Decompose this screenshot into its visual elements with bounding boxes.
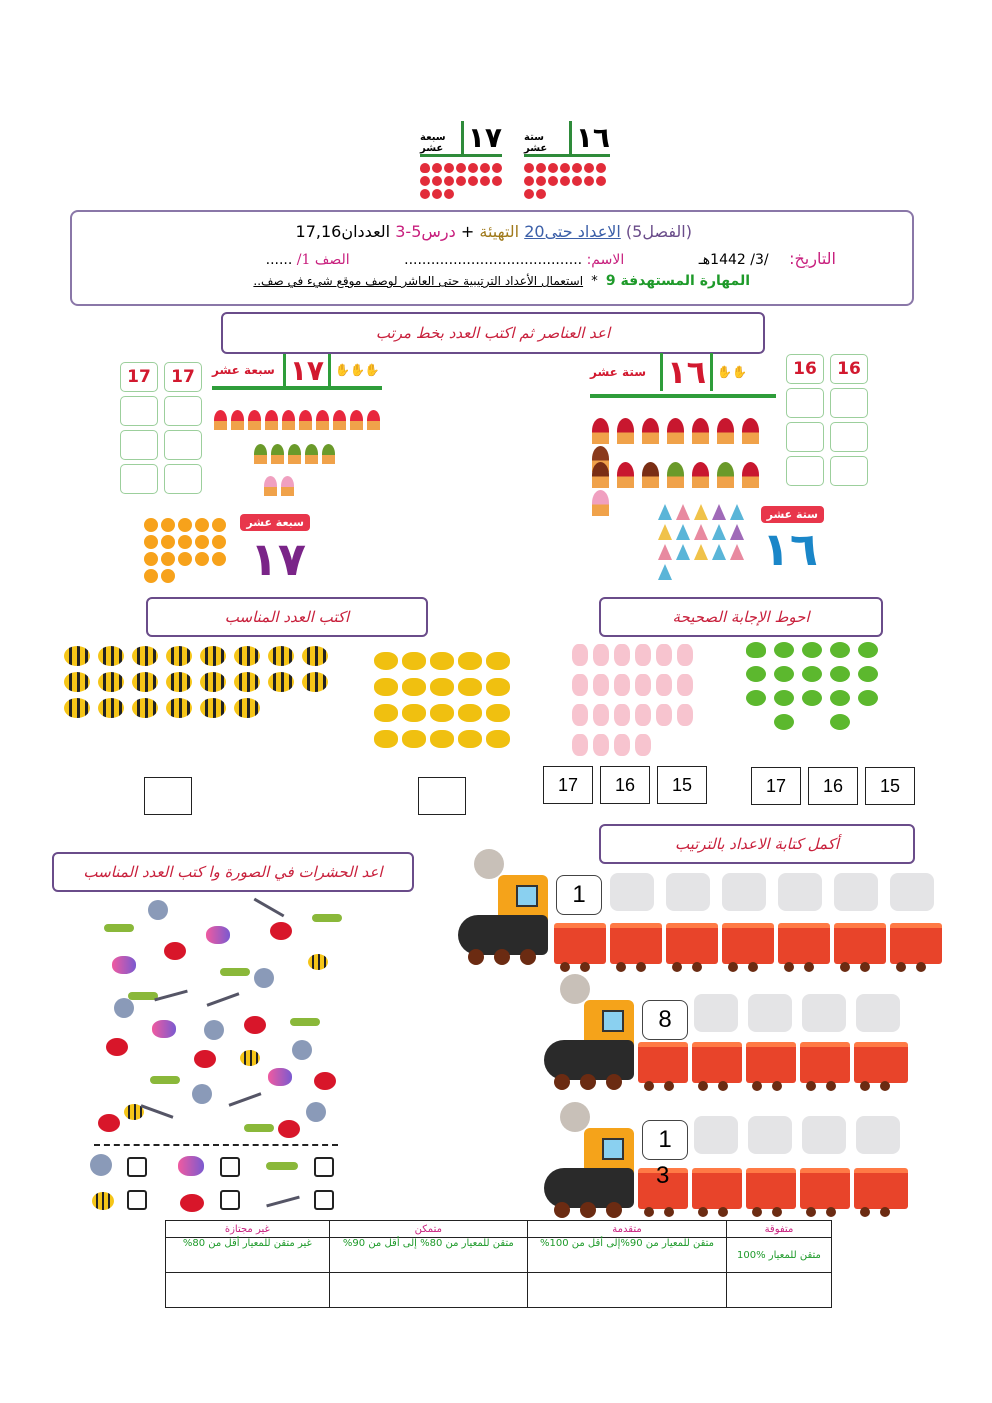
rubric-cell: متقن للمعيار من 90%إلى أقل من 100% <box>528 1238 727 1273</box>
panel-word: ستة عشر <box>590 365 647 379</box>
choice-frogs-16[interactable]: 16 <box>808 767 858 805</box>
train-slot[interactable] <box>856 994 900 1032</box>
skill-star: * <box>591 274 598 289</box>
choice-rabbits-15[interactable]: 15 <box>657 766 707 804</box>
name-label: الاسم: <box>586 252 625 268</box>
party-hat-icon <box>658 504 748 580</box>
rubric-cell-empty[interactable] <box>166 1273 330 1308</box>
strawberry-icon <box>420 163 502 199</box>
write-cell[interactable] <box>786 422 824 452</box>
train-number-start-second: 3 <box>656 1162 670 1189</box>
grasshopper-icon <box>312 914 342 922</box>
butterfly-icon <box>268 1068 292 1086</box>
oranges-card <box>140 512 316 590</box>
header-line-1 <box>296 222 692 241</box>
count-box-bee[interactable] <box>127 1190 147 1210</box>
card-numeral: ١٧ <box>461 121 502 154</box>
section-title-complete-order: أكمل كتابة الاعداد بالترتيب <box>599 824 915 864</box>
rubric-cell: متقن للمعيار من 80% إلى أقل من 90% <box>329 1238 528 1273</box>
plus: + <box>460 222 475 241</box>
rabbit-icon <box>572 644 698 756</box>
ladybug-icon <box>244 1016 266 1034</box>
fly-icon <box>90 1154 112 1176</box>
count-box-grasshopper[interactable] <box>314 1157 334 1177</box>
butterfly-icon <box>178 1156 204 1176</box>
frogs-picture <box>746 642 882 762</box>
grasshopper-icon <box>150 1076 180 1084</box>
icecream-icon <box>214 410 384 430</box>
bee-icon <box>240 1050 260 1066</box>
count-box-ladybug[interactable] <box>220 1190 240 1210</box>
count-box-dragonfly[interactable] <box>314 1190 334 1210</box>
train-car <box>722 923 774 964</box>
write-cell[interactable] <box>830 388 868 418</box>
orange-icon <box>144 518 228 583</box>
ladybug-icon <box>194 1050 216 1068</box>
butterfly-icon <box>374 652 514 748</box>
icecream-icon <box>254 444 354 464</box>
train-car <box>854 1168 908 1209</box>
panel-word: سبعة عشر <box>212 363 275 377</box>
table-row <box>166 1238 832 1273</box>
bee-icon <box>308 954 328 970</box>
write-cell[interactable] <box>120 396 158 426</box>
panel-17 <box>118 352 388 592</box>
rubric-header: غير مجتازة <box>166 1221 330 1238</box>
train-slot[interactable] <box>802 1116 846 1154</box>
train-slot[interactable] <box>722 873 766 911</box>
train-1 <box>458 845 948 970</box>
train-slot[interactable] <box>666 873 710 911</box>
grasshopper-icon <box>220 968 250 976</box>
grasshopper-icon <box>266 1162 298 1170</box>
rubric-cell-empty[interactable] <box>726 1273 831 1308</box>
bee-icon <box>64 646 336 718</box>
write-cell[interactable] <box>830 456 868 486</box>
panel-16 <box>588 348 872 592</box>
card-word-label: ستة عشر <box>761 506 824 523</box>
write-cell[interactable] <box>830 422 868 452</box>
section-title-count-insects: اعد الحشرات في الصورة وا كتب العدد المناسب <box>52 852 414 892</box>
butterflies-picture <box>374 652 514 768</box>
grasshopper-icon <box>244 1124 274 1132</box>
train-car <box>854 1042 908 1083</box>
write-cell[interactable] <box>120 430 158 460</box>
grid-number-16: 16 <box>786 354 824 384</box>
skill-label: المهارة المستهدفة 9 <box>605 273 750 289</box>
train-car <box>746 1168 796 1209</box>
rubric-cell: متقن للمعيار %100 <box>726 1238 831 1273</box>
train-slot[interactable] <box>778 873 822 911</box>
fly-icon <box>204 1020 224 1040</box>
dragonfly-icon <box>141 1104 174 1118</box>
train-slot[interactable] <box>856 1116 900 1154</box>
count-box-butterfly[interactable] <box>220 1157 240 1177</box>
train-car <box>692 1168 742 1209</box>
train-slot[interactable] <box>610 873 654 911</box>
top-card-16 <box>524 120 610 210</box>
fly-icon <box>292 1040 312 1060</box>
rabbits-picture <box>572 644 698 760</box>
section-title-count-write: اعد العناصر ثم اكتب العدد بخط مرتب <box>221 312 765 354</box>
icecream-icon <box>264 476 304 496</box>
train-slot[interactable] <box>748 1116 792 1154</box>
card-numeral: ١٦ <box>569 121 610 154</box>
fly-icon <box>254 968 274 988</box>
ladybug-icon <box>164 942 186 960</box>
train-3 <box>544 1100 916 1218</box>
train-slot[interactable] <box>834 873 878 911</box>
insects-picture <box>94 898 344 1138</box>
train-car <box>834 923 886 964</box>
butterfly-icon <box>112 956 136 974</box>
fly-icon <box>148 900 168 920</box>
class-field[interactable]: ...... <box>265 252 293 268</box>
write-cell[interactable] <box>786 456 824 486</box>
rubric-header: متمكن <box>329 1221 528 1238</box>
write-cell[interactable] <box>786 388 824 418</box>
train-car <box>554 923 606 964</box>
train-car <box>746 1042 796 1083</box>
fly-icon <box>114 998 134 1018</box>
ladybug-icon <box>98 1114 120 1132</box>
ladybug-icon <box>314 1072 336 1090</box>
dragonfly-icon <box>229 1092 262 1106</box>
hands-icon: ✋✋✋ <box>335 363 380 377</box>
grid-number-17: 17 <box>164 362 202 392</box>
ten-frame-header <box>590 350 776 398</box>
section-title-circle-answer: احوط الإجابة الصحيحة <box>599 597 883 637</box>
answer-box-bees[interactable] <box>144 777 192 815</box>
dragonfly-icon <box>154 990 188 1002</box>
count-box-fly[interactable] <box>127 1157 147 1177</box>
locomotive-icon <box>458 875 554 963</box>
header-box <box>70 210 914 306</box>
train-slot[interactable] <box>694 994 738 1032</box>
train-slot[interactable] <box>802 994 846 1032</box>
train-number-start: 8 <box>642 1000 688 1040</box>
header-line-2 <box>136 249 836 268</box>
train-number-start: 1 <box>556 875 602 915</box>
choice-rabbits-17[interactable]: 17 <box>543 766 593 804</box>
topic: الاعداد حتى20 <box>524 222 621 241</box>
skill-text: استعمال الأعداد الترتيبية حتى العاشر لوصف موقع شيء في صف.. <box>253 274 584 288</box>
hands-icon: ✋✋ <box>717 365 747 379</box>
train-car <box>638 1042 688 1083</box>
panel-numeral: ١٦ <box>660 353 713 391</box>
train-car <box>800 1168 850 1209</box>
write-cell[interactable] <box>164 396 202 426</box>
ten-frame-header <box>212 354 382 390</box>
bee-icon <box>92 1192 114 1210</box>
grid-number-16: 16 <box>830 354 868 384</box>
train-car <box>778 923 830 964</box>
card-word-label: سبعة عشر <box>240 514 310 531</box>
dragonfly-icon <box>254 898 285 918</box>
choice-rabbits-16[interactable]: 16 <box>600 766 650 804</box>
lesson: درس5-3 <box>395 222 456 241</box>
ladybug-icon <box>270 922 292 940</box>
date-value: /3/ 1442هـ <box>698 252 769 268</box>
train-car <box>800 1042 850 1083</box>
rubric-cell-empty[interactable] <box>528 1273 727 1308</box>
date-label: التاريخ: <box>789 249 836 268</box>
rubric-cell-empty[interactable] <box>329 1273 528 1308</box>
strawberry-icon <box>524 163 610 199</box>
lesson-title: العددان17,16 <box>295 222 391 241</box>
ladybug-icon <box>106 1038 128 1056</box>
train-2 <box>544 970 916 1092</box>
locomotive-icon <box>544 1000 640 1088</box>
grid-number-17: 17 <box>120 362 158 392</box>
card-word: سبعة عشر <box>420 132 446 154</box>
grasshopper-icon <box>290 1018 320 1026</box>
train-car <box>610 923 662 964</box>
grasshopper-icon <box>104 924 134 932</box>
class-label: الصف 1/ <box>296 252 350 268</box>
panel-numeral: ١٧ <box>283 354 331 387</box>
dragonfly-icon <box>266 1196 300 1208</box>
write-cell[interactable] <box>164 464 202 494</box>
rubric-header: متقدمة <box>528 1221 727 1238</box>
rubric-header: متفوقة <box>726 1221 831 1238</box>
card-big-numeral: ١٦ <box>761 522 818 576</box>
name-field[interactable]: ........................................ <box>404 252 583 268</box>
chapter: (الفصل5) <box>625 222 692 241</box>
dashed-divider <box>94 1144 338 1146</box>
ladybug-icon <box>180 1194 204 1212</box>
dragonfly-icon <box>207 992 240 1006</box>
train-car <box>666 923 718 964</box>
party-hats-card <box>656 500 842 588</box>
fly-icon <box>306 1102 326 1122</box>
card-big-numeral: ١٧ <box>249 532 306 586</box>
fly-icon <box>192 1084 212 1104</box>
butterfly-icon <box>152 1020 176 1038</box>
locomotive-icon <box>544 1128 640 1216</box>
bees-picture <box>64 646 336 766</box>
write-cell[interactable] <box>164 430 202 460</box>
train-car <box>692 1042 742 1083</box>
write-cell[interactable] <box>120 464 158 494</box>
choice-frogs-17[interactable]: 17 <box>751 767 801 805</box>
top-card-17 <box>420 120 502 210</box>
train-slot[interactable] <box>694 1116 738 1154</box>
train-slot[interactable] <box>890 873 934 911</box>
rubric-cell: غير متقن للمعيار أقل من 80% <box>166 1238 330 1273</box>
answer-box-butterflies[interactable] <box>418 777 466 815</box>
table-row <box>166 1221 832 1238</box>
section-title-write-number: اكتب العدد المناسب <box>146 597 428 637</box>
frog-icon <box>746 642 882 730</box>
train-number-start: 1 <box>642 1120 688 1160</box>
rubric-table <box>165 1220 832 1308</box>
header-line-3 <box>253 273 750 289</box>
card-word: ستة عشر <box>524 132 548 154</box>
butterfly-icon <box>206 926 230 944</box>
train-slot[interactable] <box>748 994 792 1032</box>
table-row <box>166 1273 832 1308</box>
train-car <box>890 923 942 964</box>
intro: التهيئة <box>479 222 520 241</box>
choice-frogs-15[interactable]: 15 <box>865 767 915 805</box>
ladybug-icon <box>278 1120 300 1138</box>
